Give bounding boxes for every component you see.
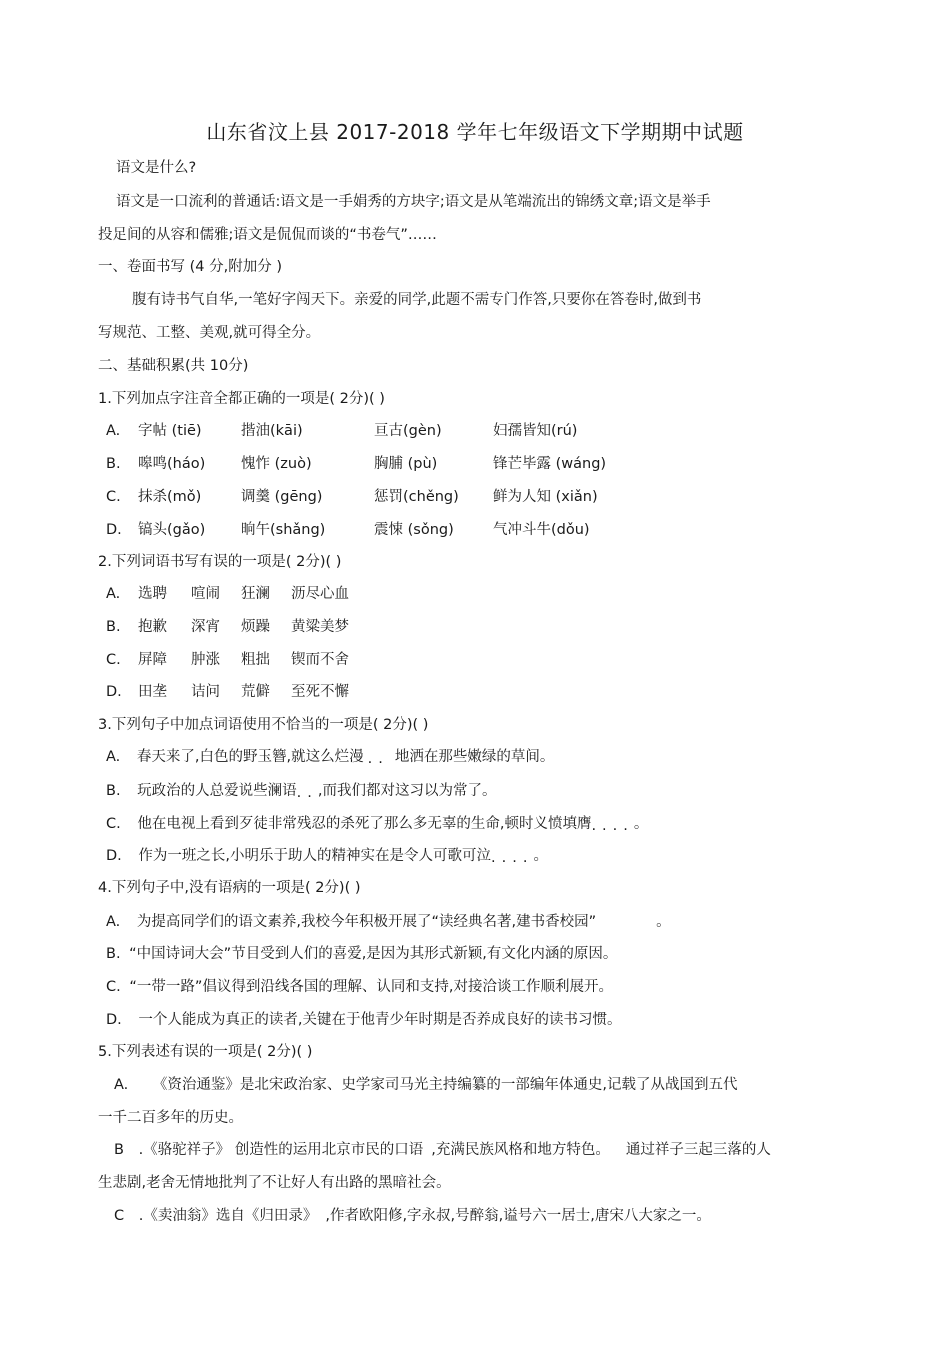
q5-option-a-line2: 一千二百多年的历史。 (98, 1110, 243, 1126)
q2-option-d (106, 682, 406, 702)
option-text: ,充满民族风格和地方特色。 (431, 1142, 610, 1158)
option-label: D. (106, 522, 122, 538)
q3-stem: 3.下列句子中加点词语使用不恰当的一项是( 2分)( ) (98, 717, 429, 733)
option-word: 肿涨 (191, 652, 220, 668)
option-label: D. (106, 848, 122, 864)
option-word: 狂澜 (241, 586, 270, 602)
option-word: 烦躁 (241, 619, 270, 635)
option-label: B. (106, 456, 121, 472)
option-item: 亘古(gèn) (374, 423, 442, 439)
option-label: C. (106, 816, 121, 832)
option-text: ,而我们都对这习以为常了。 (317, 783, 497, 799)
option-item: 嗥鸣(háo) (138, 456, 206, 472)
option-label: A. (106, 749, 121, 765)
option-text: 《资治通鉴》是北宋政治家、史学家司马光主持编纂的一部编年体通史,记载了从战国到五代 (152, 1077, 738, 1093)
section2-heading: 二、基础积累(共 10分) (98, 358, 249, 374)
option-text: ,作者欧阳修,字永叔,号醉翁,谥号六一居士,唐宋八大家之一。 (325, 1208, 711, 1224)
option-text: 地洒在那些嫩绿的草间。 (394, 749, 555, 765)
option-label: A. (114, 1077, 129, 1093)
section1-heading: 一、卷面书写 (4 分,附加分 ) (98, 259, 282, 275)
option-word: 屏障 (138, 652, 167, 668)
option-word: 至死不懈 (291, 684, 349, 700)
option-item: 胸脯 (pù) (374, 456, 438, 472)
option-text: 春天来了,白色的野玉簪,就这么烂漫 (136, 749, 364, 765)
q5-option-b-line2: 生悲剧,老舍无情地批判了不让好人有出路的黑暗社会。 (98, 1175, 451, 1191)
emphasis-dots: ·· (296, 789, 318, 805)
option-label: A. (106, 914, 121, 930)
option-item: 调羹 (gēng) (241, 489, 323, 505)
q3-option-c (106, 814, 648, 840)
q2-option-b (106, 617, 406, 637)
option-text: .《骆驼祥子》 创造性的运用北京市民的口语 (138, 1142, 424, 1158)
q3-option-d (106, 846, 548, 872)
option-item: 气冲斗牛(dǒu) (493, 522, 590, 538)
option-item: 晌午(shǎng) (241, 522, 326, 538)
option-text: 。 (533, 848, 548, 864)
intro-paragraph-line1: 语文是一口流利的普通话:语文是一手娟秀的方块字;语文是从笔端流出的锦绣文章;语文是举手 (116, 194, 711, 210)
option-text: 作为一班之长,小明乐于助人的精神实在是令人可歌可泣 (138, 848, 491, 864)
option-text: 为提高同学们的语文素养,我校今年积极开展了“读经典名著,建书香校园” (136, 914, 597, 930)
q5-stem: 5.下列表述有误的一项是( 2分)( ) (98, 1044, 313, 1060)
q2-stem: 2.下列词语书写有误的一项是( 2分)( ) (98, 554, 342, 570)
option-word: 深宵 (191, 619, 220, 635)
q2-option-c (106, 650, 406, 670)
option-word: 黄粱美梦 (291, 619, 349, 635)
option-item: 震悚 (sǒng) (374, 522, 454, 538)
option-label: C (114, 1208, 125, 1224)
section1-paragraph-line2: 写规范、工整、美观,就可得全分。 (98, 325, 321, 341)
q1-stem: 1.下列加点字注音全都正确的一项是( 2分)( ) (98, 391, 385, 407)
q5-option-b-line1 (114, 1140, 771, 1160)
q1-option-b (106, 454, 666, 474)
option-word: 沥尽心血 (291, 586, 349, 602)
option-item: 字帖 (tiē) (138, 423, 202, 439)
q4-option-a (106, 912, 671, 932)
option-text: .《卖油翁》选自《归田录》 (138, 1208, 318, 1224)
emphasis-dots: ·· (367, 755, 389, 771)
option-text: 玩政治的人总爱说些澜语 (137, 783, 297, 799)
option-label: B. (106, 619, 121, 635)
option-item: 愧怍 (zuò) (241, 456, 312, 472)
q3-option-b (106, 781, 497, 807)
option-word: 喧闹 (191, 586, 220, 602)
option-word: 诘问 (191, 684, 220, 700)
q1-option-d (106, 520, 666, 540)
option-word: 抱歉 (138, 619, 167, 635)
option-item: 镐头(gǎo) (138, 522, 206, 538)
option-item: 鲜为人知 (xiǎn) (493, 489, 598, 505)
option-label: A. (106, 586, 121, 602)
option-label: B. (106, 783, 121, 799)
option-word: 荒僻 (241, 684, 270, 700)
option-text: 。 (633, 816, 649, 832)
q5-option-a-line1 (114, 1075, 738, 1095)
q2-option-a (106, 584, 406, 604)
option-text: 一个人能成为真正的读者,关键在于他青少年时期是否养成良好的读书习惯。 (138, 1012, 622, 1028)
q4-stem: 4.下列句子中,没有语病的一项是( 2分)( ) (98, 880, 361, 896)
option-label: C. (106, 489, 121, 505)
option-label: B (114, 1142, 124, 1158)
intro-paragraph-line2: 投足间的从容和儒雅;语文是侃侃而谈的“书卷气”…… (98, 227, 437, 243)
option-word: 选聘 (138, 586, 167, 602)
q5-option-c-line1 (114, 1206, 711, 1226)
option-label: B. (106, 946, 121, 962)
emphasis-dots: ···· (591, 822, 634, 838)
emphasis-dots: ···· (491, 854, 534, 870)
option-label: D. (106, 684, 122, 700)
option-word: 粗拙 (241, 652, 270, 668)
option-word: 锲而不舍 (291, 652, 349, 668)
section1-paragraph-line1: 腹有诗书气自华,一笔好字闯天下。亲爱的同学,此题不需专门作答,只要你在答卷时,做到书 (132, 292, 702, 308)
q4-option-b (106, 944, 617, 964)
option-item: 揩油(kāi) (241, 423, 303, 439)
option-text: 他在电视上看到歹徒非常残忍的杀死了那么多无辜的生命,顿时义愤填膺 (137, 816, 592, 832)
option-word: 田垄 (138, 684, 167, 700)
q1-option-c (106, 487, 666, 507)
q1-option-a (106, 421, 666, 441)
option-text: 通过祥子三起三落的人 (625, 1142, 771, 1158)
option-text: 。 (656, 914, 671, 930)
option-text: “中国诗词大会”节目受到人们的喜爱,是因为其形式新颖,有文化内涵的原因。 (129, 946, 618, 962)
intro-question: 语文是什么? (116, 160, 197, 176)
option-item: 锋芒毕露 (wáng) (493, 456, 607, 472)
page-title: 山东省汶上县 2017-2018 学年七年级语文下学期期中试题 (206, 120, 744, 144)
option-text: “一带一路”倡议得到沿线各国的理解、认同和支持,对接洽谈工作顺利展开。 (129, 979, 613, 995)
q4-option-d (106, 1010, 622, 1030)
option-label: C. (106, 979, 121, 995)
option-label: C. (106, 652, 121, 668)
option-label: D. (106, 1012, 122, 1028)
q4-option-c (106, 977, 613, 997)
q3-option-a (106, 747, 554, 773)
option-item: 抹杀(mǒ) (138, 489, 202, 505)
option-label: A. (106, 423, 121, 439)
option-item: 惩罚(chěng) (374, 489, 459, 505)
option-item: 妇孺皆知(rú) (493, 423, 578, 439)
